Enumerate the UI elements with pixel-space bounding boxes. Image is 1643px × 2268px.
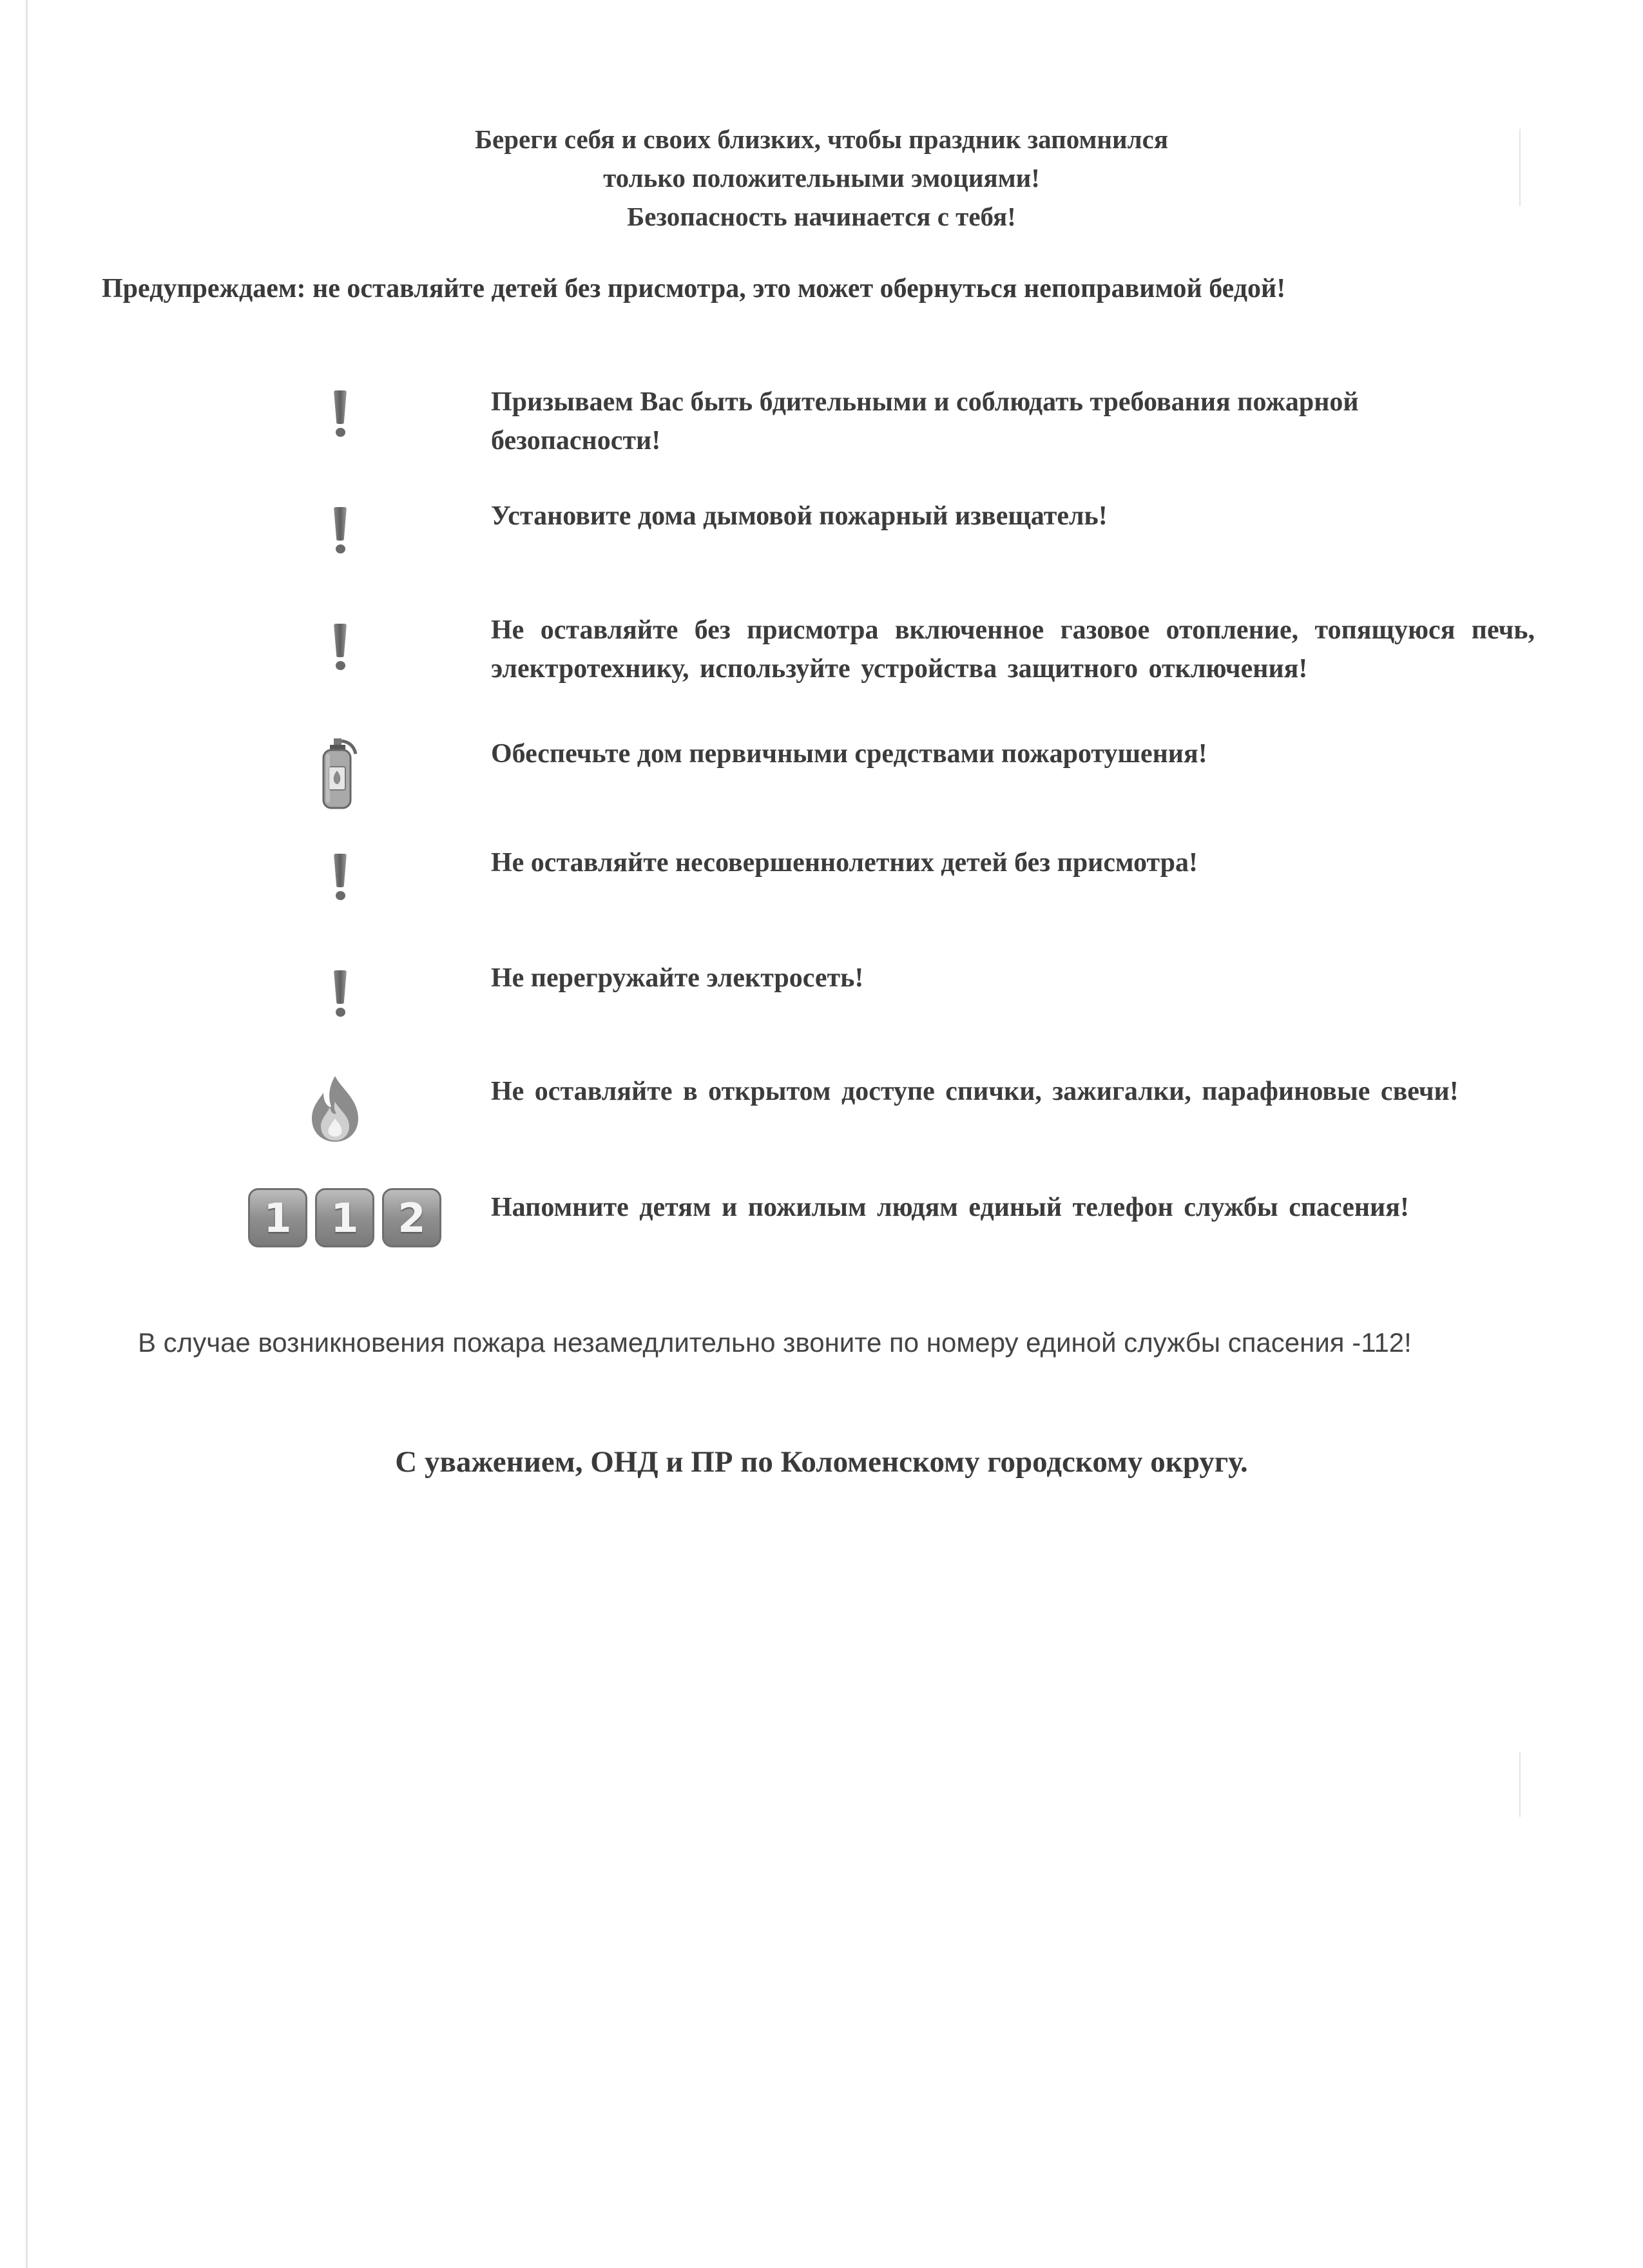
tip-item — [0, 959, 1643, 1088]
tip-item — [0, 843, 1643, 972]
flame-icon — [303, 1073, 367, 1144]
tip-text: Не оставляйте без присмотра включенное газовое отопление, топящуюся печь, электротехнику, используйте устройства защитного отключения! — [491, 615, 1535, 684]
phone-112-icon — [245, 1188, 445, 1247]
exclamation-icon — [327, 970, 353, 1017]
exclamation-icon — [327, 507, 353, 553]
tip-text: Призываем Вас быть бдительными и соблюдать требования пожарной безопасности! — [491, 387, 1359, 456]
tip-text: Не оставляйте несовершеннолетних детей без присмотра! — [491, 848, 1198, 878]
tip-item — [0, 383, 1643, 512]
tip-text: Не перегружайте электросеть! — [491, 963, 864, 993]
tip-item — [0, 497, 1643, 626]
fire-extinguisher-icon — [308, 735, 366, 811]
exclamation-icon — [327, 854, 353, 900]
intro-heading — [0, 120, 1643, 236]
intro-line-1: Береги себя и своих близких, чтобы праздник запомнился — [474, 124, 1169, 154]
exclamation-icon — [327, 390, 353, 437]
tip-item — [0, 1188, 1643, 1317]
tip-text: Установите дома дымовой пожарный извещатель! — [491, 501, 1108, 531]
tip-text: Не оставляйте в открытом доступе спички, зажигалки, парафиновые свечи! — [491, 1077, 1459, 1106]
tip-text: Обеспечьте дом первичными средствами пожаротушения! — [491, 739, 1207, 769]
warning-text: Предупреждаем: не оставляйте детей без присмотра, это может обернуться непоправимой бедой! — [102, 274, 1286, 303]
intro-line-2: только положительными эмоциями! — [603, 163, 1040, 193]
signature: С уважением, ОНД и ПР по Коломенскому городскому округу. — [395, 1445, 1248, 1479]
keypad-key: 2 — [382, 1188, 441, 1247]
scan-edge-right-lower — [1519, 1753, 1521, 1817]
tip-item — [0, 1072, 1643, 1201]
exclamation-icon — [327, 624, 353, 670]
keypad-key: 1 — [248, 1188, 307, 1247]
tip-item — [0, 611, 1643, 740]
intro-line-3: Безопасность начинается с тебя! — [627, 202, 1016, 231]
keypad-key: 1 — [315, 1188, 374, 1247]
emergency-notice: В случае возникновения пожара незамедлительно звоните по номеру единой службы спасения -112! — [138, 1327, 1412, 1358]
tip-text: Напомните детям и пожилым людям единый телефон службы спасения! — [491, 1193, 1409, 1222]
